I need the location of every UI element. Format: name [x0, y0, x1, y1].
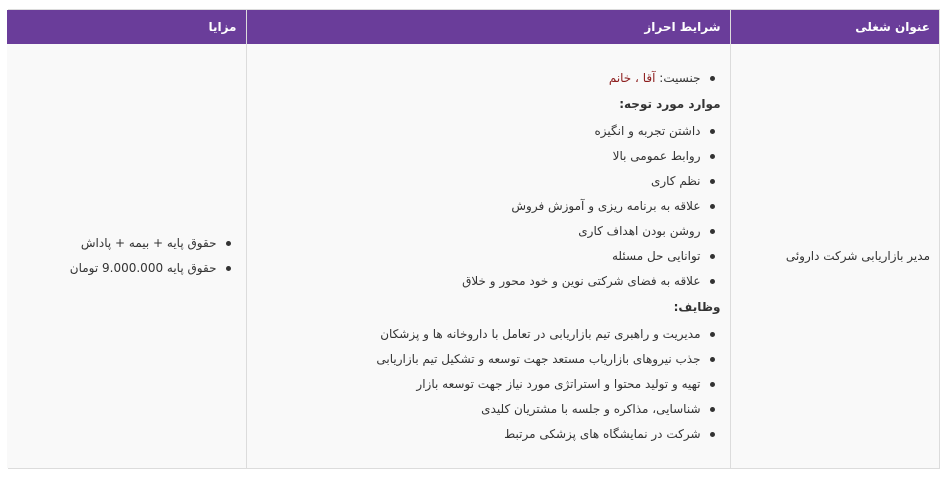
list-item: جذب نیروهای بازاریاب مستعد جهت توسعه و تشکیل تیم بازاریابی [256, 347, 701, 372]
header-requirements: شرایط احراز [246, 10, 730, 44]
gender-value: آقا ، خانم [608, 70, 656, 85]
list-item: شناسایی، مذاکره و جلسه با مشتریان کلیدی [256, 397, 701, 422]
job-table-container [8, 9, 940, 469]
notes-list [256, 119, 721, 294]
gender-item [256, 66, 701, 91]
gender-label: جنسیت: [659, 70, 701, 85]
list-item: توانایی حل مسئله [256, 244, 701, 269]
list-item: تهیه و تولید محتوا و استراتژی مورد نیاز جهت توسعه بازار [256, 372, 701, 397]
job-title-cell: مدیر بازاریابی شرکت داروئی [730, 44, 939, 468]
duties-heading: وظایف: [673, 299, 721, 314]
table-header-row [7, 10, 939, 44]
list-item: مدیریت و راهبری تیم بازاریابی در تعامل با داروخانه ها و پزشکان [256, 322, 701, 347]
table-row [7, 44, 939, 468]
benefits-cell [7, 44, 246, 468]
header-job-title: عنوان شغلی [730, 10, 939, 44]
list-item: داشتن تجربه و انگیزه [256, 119, 701, 144]
gender-list [256, 66, 721, 91]
list-item: علاقه به برنامه ریزی و آموزش فروش [256, 194, 701, 219]
list-item: روابط عمومی بالا [256, 144, 701, 169]
notes-heading: موارد مورد توجه: [619, 96, 721, 111]
duties-list [256, 322, 721, 447]
list-item: علاقه به فضای شرکتی نوین و خود محور و خلاق [256, 269, 701, 294]
list-item: نظم کاری [256, 169, 701, 194]
list-item: حقوق پایه 9.000.000 تومان [16, 256, 217, 281]
list-item: حقوق پایه + بیمه + پاداش [16, 231, 217, 256]
requirements-cell [246, 44, 730, 468]
job-table [7, 10, 939, 468]
header-benefits: مزایا [7, 10, 246, 44]
list-item: روشن بودن اهداف کاری [256, 219, 701, 244]
benefits-list [16, 231, 237, 281]
list-item: شرکت در نمایشگاه های پزشکی مرتبط [256, 422, 701, 447]
